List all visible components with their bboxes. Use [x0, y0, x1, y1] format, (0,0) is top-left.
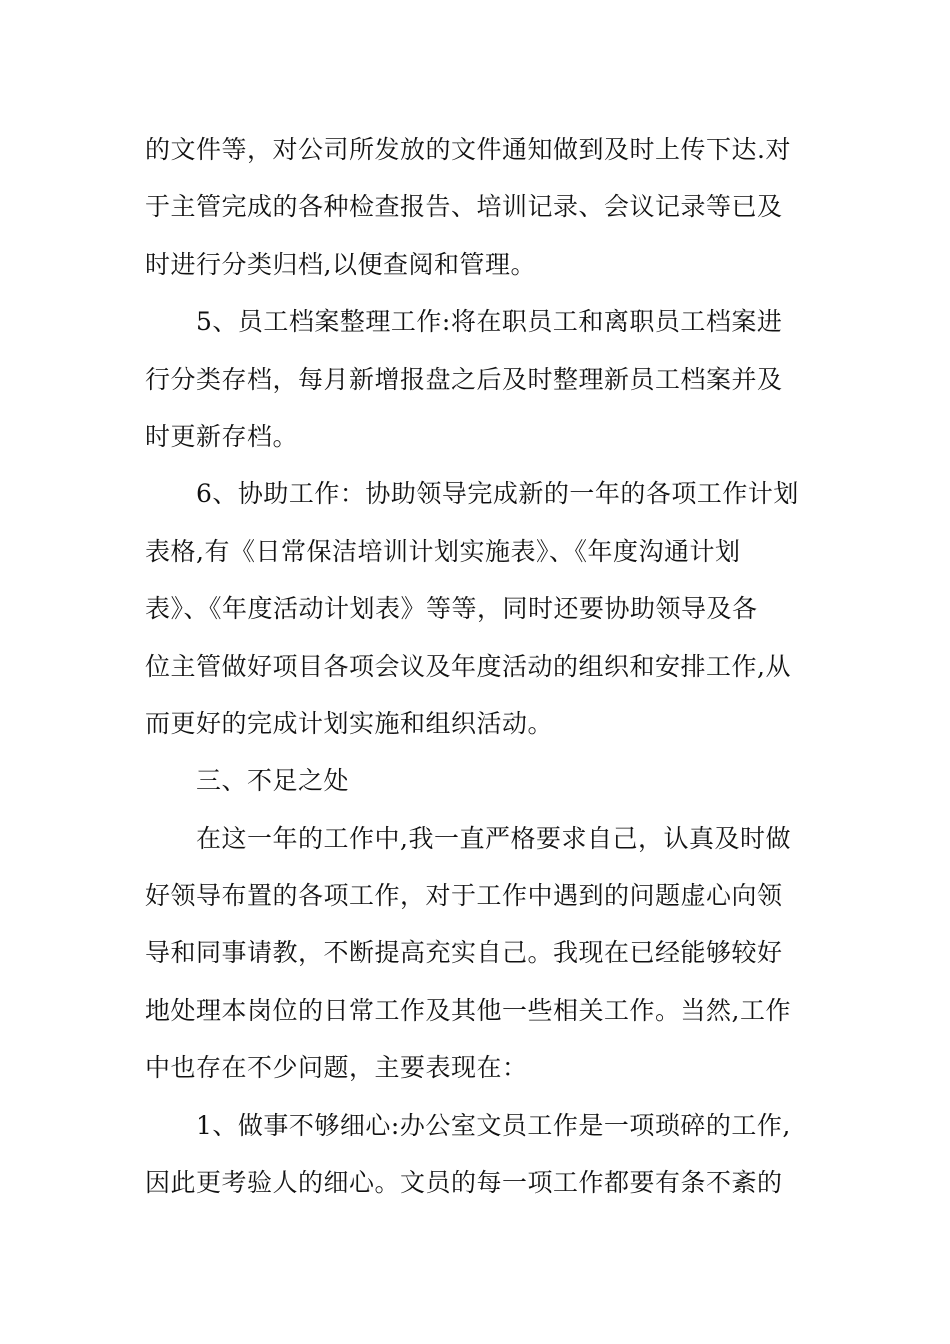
- text-line: 1、做事不够细心:办公室文员工作是一项琐碎的工作,: [196, 1110, 791, 1140]
- text-line: 6、协助工作：协助领导完成新的一年的各项工作计划: [196, 479, 799, 509]
- text-line: 而更好的完成计划实施和组织活动。: [145, 708, 554, 738]
- text-line: 中也存在不少问题，主要表现在：: [145, 1053, 528, 1083]
- text-line: 位主管做好项目各项会议及年度活动的组织和安排工作,从: [145, 651, 791, 681]
- text-line: 好领导布置的各项工作，对于工作中遇到的问题虚心向领: [145, 881, 783, 911]
- text-line: 表格,有《日常保洁培训计划实施表》、《年度沟通计划: [145, 536, 741, 566]
- text-line: 地处理本岗位的日常工作及其他一些相关工作。当然,工作: [145, 995, 791, 1025]
- text-line: 的文件等，对公司所发放的文件通知做到及时上传下达.对: [145, 135, 791, 164]
- document-body: [145, 126, 810, 1216]
- text-line: 导和同事请教，不断提高充实自己。我现在已经能够较好: [145, 938, 783, 968]
- text-line: 在这一年的工作中,我一直严格要求自己，认真及时做: [196, 823, 791, 853]
- text-line: 时更新存档。: [145, 421, 299, 451]
- text-line: 时进行分类归档,以便查阅和管理。: [145, 249, 536, 279]
- text-line: 5、员工档案整理工作:将在职员工和离职员工档案进: [196, 307, 783, 337]
- text-line: 表》、《年度活动计划表》等等，同时还要协助领导及各: [145, 594, 758, 624]
- text-line: 因此更考验人的细心。文员的每一项工作都要有条不紊的: [145, 1168, 783, 1198]
- text-line: 于主管完成的各种检查报告、培训记录、会议记录等已及: [145, 192, 783, 222]
- text-line: 行分类存档，每月新增报盘之后及时整理新员工档案并及: [145, 364, 783, 394]
- section-heading: 三、不足之处: [196, 766, 350, 796]
